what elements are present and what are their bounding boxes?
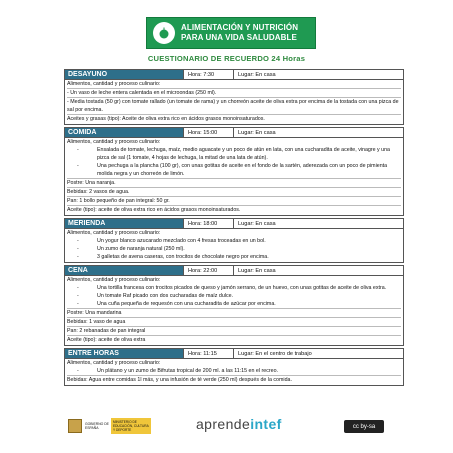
government-logo <box>68 418 151 434</box>
meal-time: Hora: 15:00 <box>183 128 233 137</box>
list-item <box>67 245 401 253</box>
aprende-suffix: intef <box>250 416 282 432</box>
gov-line-1: GOBIERNO DE ESPAÑA <box>85 422 109 430</box>
bullet-dash: - <box>77 238 79 244</box>
banner-line-1: ALIMENTACIÓN Y NUTRICIÓN <box>181 23 299 32</box>
coat-of-arms-icon <box>68 419 82 433</box>
meal-row: Postre: Una mandarina <box>67 309 401 318</box>
list-item-text: Un tomate Raf picado con dos cucharadas de maíz dulce. <box>97 293 234 299</box>
list-item <box>67 162 401 178</box>
meal-row: Aceite (tipo): aceite de oliva extra <box>67 337 146 343</box>
meal-row: Pan: 2 rebanadas de pan integral <box>67 327 401 336</box>
list-item <box>67 367 401 375</box>
bullet-dash: - <box>77 293 79 299</box>
list-item-text: 3 galletas de avena caseras, con trocitos de chocolate negro por encima. <box>97 254 269 260</box>
meal-time: Hora: 7:30 <box>183 70 233 79</box>
list-item-text: Un yogur blanco azucarado mezclado con 4 fresas troceadas en un bol. <box>97 238 266 244</box>
meal-row: Aceite (tipo): aceite de oliva extra rico en ácidos grasos monoinsaturados. <box>67 207 241 213</box>
meal-name: CENA <box>65 266 183 275</box>
meal-header <box>64 127 404 138</box>
list-item <box>67 284 401 292</box>
meal-row: Aceites y grasas (tipo): Aceite de oliva extra rico en ácidos grasos monoinsaturados. <box>67 116 265 122</box>
list-item <box>67 237 401 245</box>
meal-intro: Alimentos, cantidad y proceso culinario: <box>67 139 161 145</box>
list-item <box>67 253 401 261</box>
meal-name: MERIENDA <box>65 219 183 228</box>
list-item-text: Un zumo de naranja natural (250 ml). <box>97 246 185 252</box>
meal-intro: Alimentos, cantidad y proceso culinario: <box>67 230 161 236</box>
meal-bullets <box>67 367 401 376</box>
meal-time: Hora: 22:00 <box>183 266 233 275</box>
list-item-text: Ensalada de tomate, lechuga, maíz, medio aguacate y un poco de atún en lata, con una cucharadita de aceite, vinagre y una pizca de sal (1 tomate, 4 hojas de lechuga, la mitad de una lata de atún). <box>97 147 390 161</box>
bullet-dash: - <box>77 163 79 169</box>
meal-header <box>64 265 404 276</box>
meal-table <box>64 69 404 386</box>
bullet-dash: - <box>77 301 79 307</box>
bullet-dash: - <box>77 147 79 153</box>
meal-header <box>64 69 404 80</box>
cc-license-icon: cc by-sa <box>344 420 384 433</box>
meal-intro: Alimentos, cantidad y proceso culinario: <box>67 277 161 283</box>
document-title: CUESTIONARIO DE RECUERDO 24 Horas <box>147 54 306 63</box>
meal-time: Hora: 11:15 <box>183 349 233 358</box>
meal-place: Lugar: En casa <box>233 70 403 79</box>
meal-place: Lugar: En el centro de trabajo <box>233 349 403 358</box>
meal-body <box>64 276 404 346</box>
list-item-text: Una tortilla francesa con trocitos picados de queso y jamón serrano, de un huevo, con unas gotitas de aceite de oliva extra. <box>97 285 387 291</box>
list-item <box>67 292 401 300</box>
meal-row: Pan: 1 bollo pequeño de pan integral: 50 gr. <box>67 197 401 206</box>
meal-row: Bebidas: 1 vaso de agua <box>67 318 401 327</box>
meal-row: Bebidas: Agua entre comidas 1l más, y una infusión de té verde (250 ml) después de la comida. <box>67 377 292 383</box>
meal-bullets <box>67 284 401 309</box>
list-item <box>67 300 401 308</box>
list-item-text: Un plátano y un zumo de Bifrutas tropical de 200 ml. a las 11:15 en el recreo. <box>97 368 278 374</box>
meal-bullets <box>67 237 401 261</box>
aprende-prefix: aprende <box>196 416 251 432</box>
meal-name: DESAYUNO <box>65 70 183 79</box>
list-item-text: Una pechuga a la plancha (100 gr), con unas gotitas de aceite en el fondo de la sartén, aderezada con un poco de pimienta molida negra y un chorreón de limón. <box>97 163 388 177</box>
meal-header <box>64 348 404 359</box>
meal-place: Lugar: En casa <box>233 219 403 228</box>
meal-row: - Un vaso de leche entera calentada en el microondas (250 ml). <box>67 89 401 98</box>
meal-place: Lugar: En casa <box>233 128 403 137</box>
bullet-dash: - <box>77 254 79 260</box>
meal-row: - Media tostada (50 gr) con tomate rallado (un tomate de rama) y un chorreón aceite de oliva extra por encima de la tostada con una pizca de sal por encima. <box>67 98 401 115</box>
meal-time: Hora: 18:00 <box>183 219 233 228</box>
meal-bullets <box>67 146 401 179</box>
meal-name: ENTRE HORAS <box>65 349 183 358</box>
meal-body <box>64 229 404 263</box>
gov-line-2: MINISTERIO DE EDUCACIÓN, CULTURA Y DEPORTE <box>111 418 151 434</box>
meal-name: COMIDA <box>65 128 183 137</box>
list-item <box>67 146 401 162</box>
apple-icon <box>153 22 175 44</box>
meal-body <box>64 359 404 386</box>
meal-body <box>64 138 404 216</box>
meal-row: Postre: Una naranja. <box>67 179 401 188</box>
meal-row: Bebidas: 2 vasos de agua. <box>67 188 401 197</box>
meal-intro: Alimentos, cantidad y proceso culinario: <box>67 360 161 366</box>
header-banner <box>146 17 316 49</box>
meal-row: Alimentos, cantidad y proceso culinario: <box>67 80 401 89</box>
meal-body <box>64 80 404 125</box>
meal-place: Lugar: En casa <box>233 266 403 275</box>
banner-line-2: PARA UNA VIDA SALUDABLE <box>181 33 297 42</box>
aprende-intef-logo <box>196 416 282 432</box>
bullet-dash: - <box>77 285 79 291</box>
list-item-text: Una cuña pequeña de requesón con una cucharadita de azúcar por encima. <box>97 301 276 307</box>
bullet-dash: - <box>77 368 79 374</box>
footer <box>0 410 453 442</box>
meal-header <box>64 218 404 229</box>
bullet-dash: - <box>77 246 79 252</box>
